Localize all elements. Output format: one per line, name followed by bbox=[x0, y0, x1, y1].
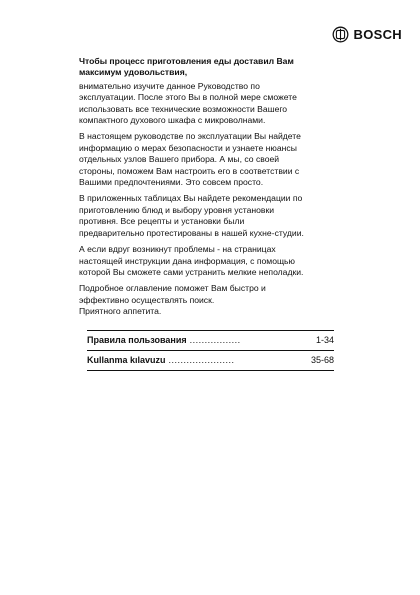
paragraph-line: Вашими предпочтениями. Это совсем просто. bbox=[79, 177, 264, 188]
toc-title: Kullanma kılavuzu bbox=[87, 355, 166, 365]
paragraph-line: приготовлению блюд и выбору уровня установки bbox=[79, 204, 275, 215]
paragraph-line: внимательно изучите данное Руководство по bbox=[79, 80, 260, 91]
toc-row[interactable] bbox=[87, 351, 334, 371]
intro-paragraph bbox=[79, 81, 389, 127]
toc-leader: ................. bbox=[189, 335, 241, 345]
intro-paragraph bbox=[79, 244, 389, 278]
bosch-armature-icon bbox=[332, 26, 349, 43]
paragraph-line: противня. Все рецепты и установки были bbox=[79, 216, 245, 227]
paragraph-line: В приложенных таблицах Вы найдете рекомендации по bbox=[79, 193, 303, 204]
paragraph-line: предварительно протестированы в нашей кухне-студии. bbox=[79, 227, 304, 238]
brand-name: BOSCH bbox=[353, 27, 402, 42]
heading-line: максимум удовольствия, bbox=[79, 67, 188, 78]
table-of-contents bbox=[87, 330, 334, 371]
intro-paragraph bbox=[79, 283, 389, 306]
closing-line: Приятного аппетита. bbox=[79, 306, 162, 316]
intro-paragraph bbox=[79, 131, 389, 188]
toc-leader: ...................... bbox=[168, 355, 235, 365]
paragraph-line: А если вдруг возникнут проблемы - на страницах bbox=[79, 244, 276, 255]
toc-pages: 1-34 bbox=[315, 335, 334, 345]
paragraph-line: В настоящем руководстве по эксплуатации Вы найдете bbox=[79, 131, 301, 142]
toc-row[interactable] bbox=[87, 331, 334, 351]
paragraph-line: которой Вы сможете сами устранить мелкие неполадки. bbox=[79, 266, 304, 277]
paragraph-line: отдельных узлов Вашего прибора. А мы, со своей bbox=[79, 154, 280, 165]
paragraph-line: Подробное оглавление поможет Вам быстро и bbox=[79, 283, 266, 294]
heading-line: Чтобы процесс приготовления еды доставил Вам bbox=[79, 56, 294, 66]
intro-heading bbox=[79, 56, 389, 79]
paragraph-line: компактного духового шкафа с микроволнами. bbox=[79, 115, 266, 126]
paragraph-line: настоящей инструкции дана информация, с помощью bbox=[79, 255, 295, 266]
intro-paragraph bbox=[79, 193, 389, 239]
intro-text bbox=[79, 56, 389, 311]
paragraph-line: стороны, поможем Вам настроить его в соответствии с bbox=[79, 165, 300, 176]
paragraph-line: информацию о мерах безопасности и узнаете нюансы bbox=[79, 142, 297, 153]
paragraph-line: использовать все технические возможности Вашего bbox=[79, 103, 288, 114]
toc-pages: 35-68 bbox=[310, 355, 334, 365]
brand-logo bbox=[332, 26, 402, 43]
toc-title: Правила пользования bbox=[87, 335, 187, 345]
paragraph-line: эксплуатации. После этого Вы в полной мере сможете bbox=[79, 92, 297, 103]
paragraph-line: эффективно осуществлять поиск. bbox=[79, 294, 215, 305]
